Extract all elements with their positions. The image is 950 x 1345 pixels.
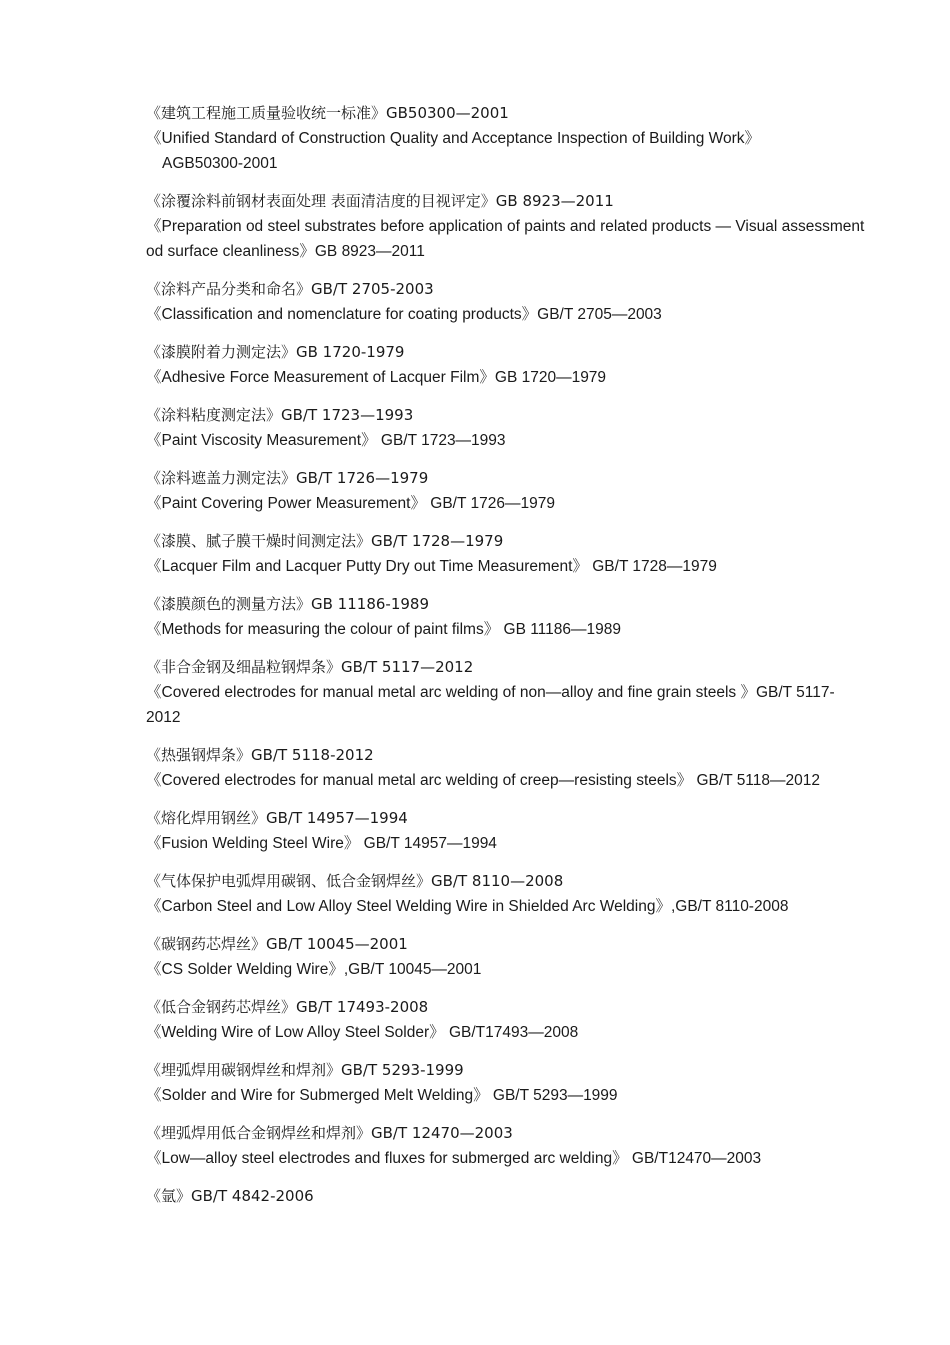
standard-entry bbox=[146, 592, 866, 642]
standard-title-en: 《Paint Covering Power Measurement》 GB/T 1726—1979 bbox=[146, 495, 555, 512]
standard-title-cn: 《涂覆涂料前钢材表面处理 表面清洁度的目视评定》GB 8923—2011 bbox=[146, 192, 614, 210]
standard-entry bbox=[146, 1121, 866, 1171]
standard-title-en: 《Carbon Steel and Low Alloy Steel Welding Wire in Shielded Arc Welding》,GB/T 8110-2008 bbox=[146, 898, 789, 915]
standard-title-en: 《Classification and nomenclature for coating products》GB/T 2705—2003 bbox=[146, 306, 662, 323]
standard-title-en: 《Fusion Welding Steel Wire》 GB/T 14957—1994 bbox=[146, 835, 497, 852]
standard-title-cn: 《涂料遮盖力测定法》GB/T 1726—1979 bbox=[146, 469, 429, 487]
standard-title-cn: 《气体保护电弧焊用碳钢、低合金钢焊丝》GB/T 8110—2008 bbox=[146, 872, 564, 890]
standard-entry bbox=[146, 340, 866, 390]
standard-entry bbox=[146, 1058, 866, 1108]
standard-title-cn: 《埋弧焊用低合金钢焊丝和焊剂》GB/T 12470—2003 bbox=[146, 1124, 513, 1142]
standard-title-en: 《Solder and Wire for Submerged Melt Welding》 GB/T 5293—1999 bbox=[146, 1087, 618, 1104]
standard-entry bbox=[146, 995, 866, 1045]
standard-title-cn: 《低合金钢药芯焊丝》GB/T 17493-2008 bbox=[146, 998, 429, 1016]
standard-title-cn: 《非合金钢及细晶粒钢焊条》GB/T 5117—2012 bbox=[146, 658, 474, 676]
standard-title-cn: 《氩》GB/T 4842-2006 bbox=[146, 1187, 314, 1205]
standard-code-en: AGB50300-2001 bbox=[162, 155, 278, 172]
standard-title-en: 《Covered electrodes for manual metal arc welding of non—alloy and fine grain steels 》GB/T 5117-2012 bbox=[146, 684, 835, 726]
standard-title-cn: 《涂料粘度测定法》GB/T 1723—1993 bbox=[146, 406, 414, 424]
standard-title-en: 《Lacquer Film and Lacquer Putty Dry out Time Measurement》 GB/T 1728—1979 bbox=[146, 558, 717, 575]
standard-entry bbox=[146, 932, 866, 982]
standard-entry bbox=[146, 466, 866, 516]
standard-entry bbox=[146, 529, 866, 579]
standard-title-en: 《Adhesive Force Measurement of Lacquer Film》GB 1720—1979 bbox=[146, 369, 607, 386]
standard-title-en: 《Low—alloy steel electrodes and fluxes for submerged arc welding》 GB/T12470—2003 bbox=[146, 1150, 762, 1167]
standard-title-en: 《CS Solder Welding Wire》,GB/T 10045—2001 bbox=[146, 961, 482, 978]
standard-entry bbox=[146, 806, 866, 856]
standard-title-cn: 《热强钢焊条》GB/T 5118-2012 bbox=[146, 746, 374, 764]
standard-title-en: 《Methods for measuring the colour of paint films》 GB 11186—1989 bbox=[146, 621, 621, 638]
standard-title-cn: 《漆膜颜色的测量方法》GB 11186-1989 bbox=[146, 595, 429, 613]
standard-title-cn: 《漆膜附着力测定法》GB 1720-1979 bbox=[146, 343, 405, 361]
standard-title-cn: 《建筑工程施工质量验收统一标准》GB50300—2001 bbox=[146, 104, 509, 122]
standard-title-cn: 《漆膜、腻子膜干燥时间测定法》GB/T 1728—1979 bbox=[146, 532, 504, 550]
standard-title-en: 《Covered electrodes for manual metal arc welding of creep—resisting steels》 GB/T 5118—2012 bbox=[146, 772, 821, 789]
standard-title-cn: 《碳钢药芯焊丝》GB/T 10045—2001 bbox=[146, 935, 408, 953]
standard-entry bbox=[146, 743, 866, 793]
standard-entry bbox=[146, 655, 866, 730]
standards-list bbox=[146, 101, 866, 1222]
standard-title-cn: 《熔化焊用钢丝》GB/T 14957—1994 bbox=[146, 809, 408, 827]
standard-title-en: 《Welding Wire of Low Alloy Steel Solder》 GB/T17493—2008 bbox=[146, 1024, 579, 1041]
standard-entry bbox=[146, 277, 866, 327]
standard-entry bbox=[146, 869, 866, 919]
standard-title-en: 《Unified Standard of Construction Quality and Acceptance Inspection of Building Work》 bbox=[146, 130, 761, 147]
standard-entry bbox=[146, 1184, 866, 1209]
standard-entry bbox=[146, 189, 866, 264]
standard-title-en: 《Preparation od steel substrates before application of paints and related products — Visual assessment od surface cleanliness》GB 8923—2011 bbox=[146, 218, 865, 260]
standard-title-cn: 《涂料产品分类和命名》GB/T 2705-2003 bbox=[146, 280, 434, 298]
standard-title-cn: 《埋弧焊用碳钢焊丝和焊剂》GB/T 5293-1999 bbox=[146, 1061, 464, 1079]
standard-entry bbox=[146, 403, 866, 453]
standard-title-en: 《Paint Viscosity Measurement》 GB/T 1723—1993 bbox=[146, 432, 506, 449]
standard-entry bbox=[146, 101, 866, 176]
